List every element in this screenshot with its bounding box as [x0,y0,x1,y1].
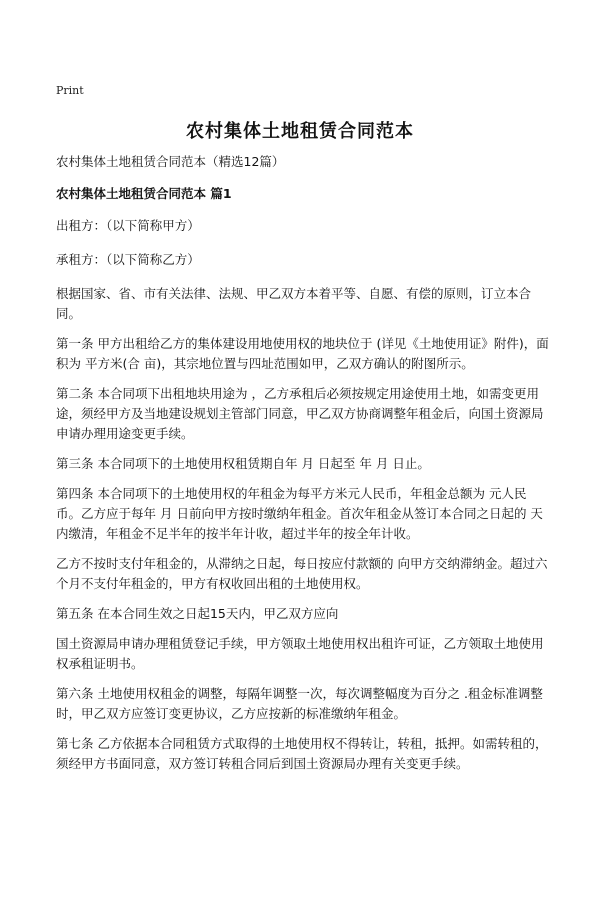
section-heading: 农村集体土地租赁合同范本 篇1 [56,186,232,201]
document-subtitle: 农村集体土地租赁合同范本（精选12篇） [56,154,285,169]
article-1-paragraph: 第一条 甲方出租给乙方的集体建设用地使用权的地块位于 (详见《土地使用证》附件)，面积为 平方米(合 亩)，其宗地位置与四址范围如甲，乙双方确认的附图所示。 [56,336,549,371]
article-3-paragraph: 第三条 本合同项下的土地使用权租赁期自年 月 日起至 年 月 日止。 [56,456,430,471]
article-6-paragraph: 第六条 土地使用权租金的调整，每隔年调整一次，每次调整幅度为百分之 .租金标准调整时，甲乙双方应签订变更协议，乙方应按新的标准缴纳年租金。 [56,686,543,721]
article-5-paragraph: 第五条 在本合同生效之日起15天内，甲乙双方应向 [56,606,339,621]
document-body [56,152,550,784]
lessor-line: 出租方：（以下简称甲方） [56,218,200,233]
article-2-paragraph: 第二条 本合同项下出租地块用途为 ，乙方承租后必须按规定用途使用土地，如需变更用途，须经甲方及当地建设规划主管部门同意，甲乙双方协商调整年租金后，向国土资源局申请办理用途变更手续。 [56,386,544,441]
print-label: Print [56,84,84,97]
article-7-paragraph: 第七条 乙方依据本合同租赁方式取得的土地使用权不得转让，转租，抵押。如需转租的，须经甲方书面同意，双方签订转租合同后到国土资源局办理有关变更手续。 [56,736,548,771]
preamble-paragraph: 根据国家、省、市有关法律、法规、甲乙双方本着平等、自愿、有偿的原则，订立本合同。 [56,286,532,321]
article-4-paragraph: 第四条 本合同项下的土地使用权的年租金为每平方米元人民币，年租金总额为 元人民币。乙方应于每年 月 日前向甲方按时缴纳年租金。首次年租金从签订本合同之日起的 天内缴清，年租金不足半年的按半年计收，超过半年的按全年计收。 [56,486,543,541]
document-title: 农村集体土地租赁合同范本 [186,121,414,142]
late-payment-paragraph: 乙方不按时支付年租金的，从滞纳之日起，每日按应付款额的 向甲方交纳滞纳金。超过六个月不支付年租金的，甲方有权收回出租的土地使用权。 [56,556,548,591]
registration-paragraph: 国土资源局申请办理租赁登记手续，甲方领取土地使用权出租许可证，乙方领取土地使用权承租证明书。 [56,636,544,671]
lessee-line: 承租方：（以下简称乙方） [56,252,200,267]
